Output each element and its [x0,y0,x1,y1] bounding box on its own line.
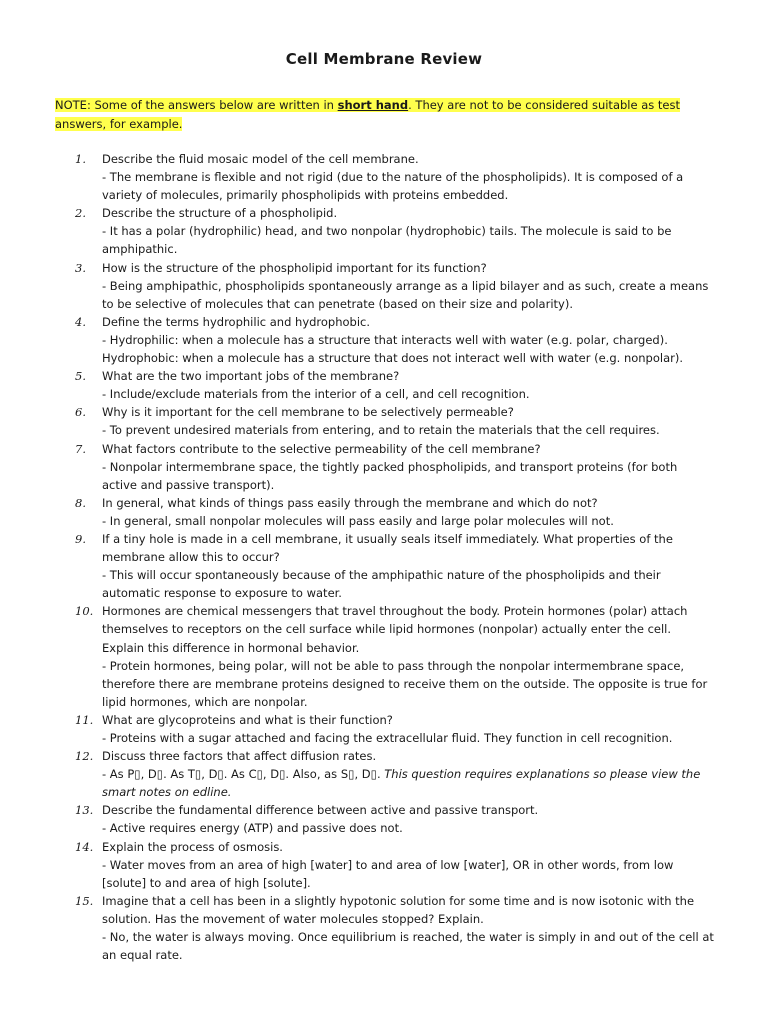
question-text: What are glycoproteins and what is their function? [102,712,393,727]
answer-text: - This will occur spontaneously because of the amphipathic nature of the phospholipids and their automatic response to exposure to water. [102,568,661,601]
question-item [55,204,715,258]
note-emphasis: short hand [337,98,409,112]
answer-text: - Nonpolar intermembrane space, the tightly packed phospholipids, and transport proteins (for both active and passive transport). [102,459,678,492]
question-text: Describe the structure of a phospholipid. [102,206,338,221]
note-paragraph [55,96,715,134]
question-item [55,892,715,964]
question-item [55,747,715,801]
question-item [55,440,715,494]
answer-text-plain: - As P▯, D▯. As T▯, D▯. As C▯, D▯. Also, as S▯, D▯. [102,767,385,782]
question-text: Describe the fundamental difference between active and passive transport. [102,803,539,818]
question-text: How is the structure of the phospholipid important for its function? [102,260,487,275]
question-item [55,494,715,530]
question-text: What are the two important jobs of the membrane? [102,369,400,384]
answer-text: - Active requires energy (ATP) and passive does not. [102,821,403,836]
question-item [55,367,715,403]
question-text: Imagine that a cell has been in a slightly hypotonic solution for some time and is now isotonic with the solution. Has the movement of water molecules stopped? Explain. [102,893,695,926]
answer-text: - In general, small nonpolar molecules will pass easily and large polar molecules will not. [102,513,614,528]
question-number: 15. [75,893,94,908]
question-text: If a tiny hole is made in a cell membrane, it usually seals itself immediately. What properties of the membrane allow this to occur? [102,531,673,565]
question-number: 1. [75,152,86,166]
answer-text: - The membrane is flexible and not rigid (due to the nature of the phospholipids). It is composed of a variety of molecules, primarily phospholipids with proteins embedded. [102,170,684,203]
question-number: 4. [75,314,86,329]
question-text: Define the terms hydrophilic and hydrophobic. [102,314,371,329]
answer-text: - Water moves from an area of high [water] to and area of low [water], OR in other words, from low [solute] to and area of high [solute]. [102,857,674,890]
answer-text: - Being amphipathic, phospholipids spontaneously arrange as a lipid bilayer and as such, create a means to be selective of molecules that can penetrate (based on their size and polarity). [102,278,709,311]
question-number: 8. [75,495,86,510]
question-number: 2. [75,206,86,221]
question-item [55,259,715,313]
question-number: 5. [75,369,86,384]
question-item [55,403,715,439]
answer-text-italic: This question requires explanations so please view the smart notes on edline. [102,767,701,800]
answer-text: - No, the water is always moving. Once equilibrium is reached, the water is simply in and out of the cell at an equal rate. [102,930,714,963]
question-number: 13. [75,803,94,818]
answer-text: - To prevent undesired materials from entering, and to retain the materials that the cell requires. [102,423,660,438]
question-number: 14. [75,839,94,854]
question-number: 12. [75,749,94,764]
question-item [55,711,715,747]
question-text: In general, what kinds of things pass easily through the membrane and which do not? [102,495,598,510]
answer-text: - It has a polar (hydrophilic) head, and two nonpolar (hydrophobic) tails. The molecule is said to be amphipathic. [102,224,672,257]
question-text: Hormones are chemical messengers that travel throughout the body. Protein hormones (polar) attach themselves to receptors on the cell surface while lipid hormones (nonpolar) actually enter the cell. Explain this difference in hormonal behavior. [102,604,688,655]
answer-text: - Hydrophilic: when a molecule has a structure that interacts well with water (e.g. polar, charged). [102,332,668,347]
question-list [55,150,715,964]
note-highlight [55,98,680,131]
answer-text: - Include/exclude materials from the interior of a cell, and cell recognition. [102,387,530,402]
page-title: Cell Membrane Review [285,50,483,68]
question-item [55,838,715,892]
question-number: 7. [75,441,86,456]
answer-text: - Proteins with a sugar attached and facing the extracellular fluid. They function in cell recognition. [102,731,673,745]
answer-text: - Protein hormones, being polar, will not be able to pass through the nonpolar intermembrane space, therefore there are membrane proteins designed to receive them on the outside. The opposite is true for lipid hormones, which are nonpolar. [102,658,708,709]
answer-text-continued: Hydrophobic: when a molecule has a structure that does not interact well with water (e.g. nonpolar). [102,351,684,366]
question-number: 3. [75,260,86,275]
note-prefix: NOTE: Some of the answers below are written in [55,98,338,112]
question-number: 9. [75,531,86,546]
question-text: Describe the fluid mosaic model of the cell membrane. [102,152,419,166]
note-suffix: . They are not to be considered suitable as test answers, for example. [55,98,680,131]
question-number: 10. [75,604,94,619]
question-text: What factors contribute to the selective permeability of the cell membrane? [102,441,541,456]
question-item [55,150,715,204]
question-item [55,801,715,837]
answer-text [102,765,715,801]
question-text: Discuss three factors that affect diffusion rates. [102,749,377,764]
question-item [55,313,715,367]
question-number: 11. [75,712,94,727]
question-text: Explain the process of osmosis. [102,839,283,854]
question-number: 6. [75,405,86,420]
question-item [55,602,715,711]
question-text: Why is it important for the cell membrane to be selectively permeable? [102,405,514,420]
question-item [55,530,715,602]
